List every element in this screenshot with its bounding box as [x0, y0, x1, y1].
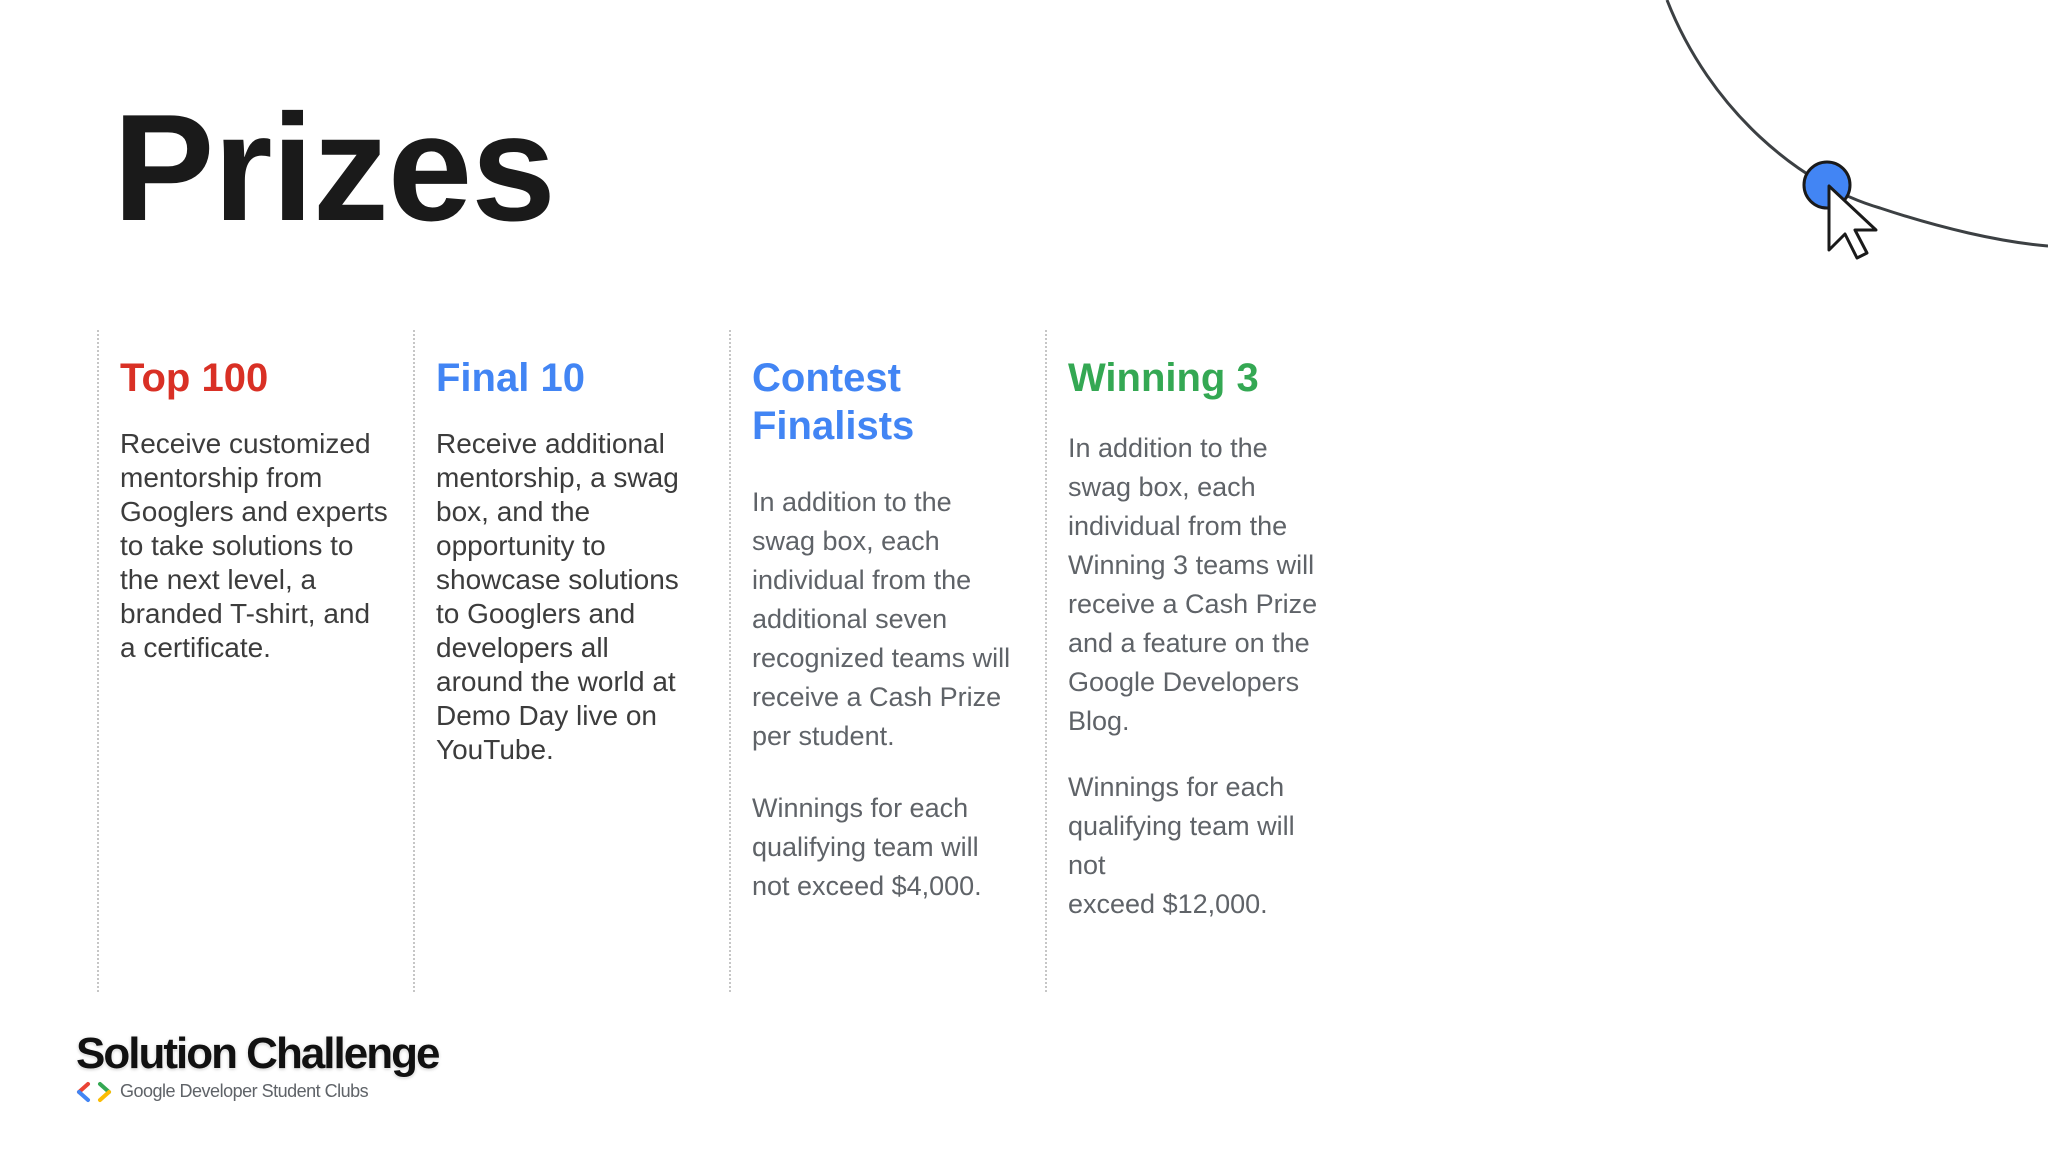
body-contest-finalists-winnings: Winnings for each qualifying team will not exceed $4,000.: [752, 793, 982, 901]
heading-final-10: Final 10: [436, 356, 585, 400]
heading-contest-finalists: Contest Finalists: [752, 356, 915, 448]
heading-winning-3: Winning 3: [1068, 356, 1259, 400]
mouse-pointer-icon: [1829, 186, 1876, 258]
solution-challenge-logo: [70, 1025, 440, 1115]
column-contest-finalists: [729, 330, 1045, 992]
body-contest-finalists: In addition to the swag box, each individual from the additional seven recognized teams will receive a Cash Prize per student.: [752, 487, 1011, 751]
column-winning-3: [1045, 330, 1361, 992]
body-winning-3-winnings: Winnings for each qualifying team will not exceed $12,000.: [1068, 772, 1295, 919]
column-top-100: [97, 330, 413, 992]
slide-title: Prizes: [113, 83, 555, 253]
body-winning-3: In addition to the swag box, each individual from the Winning 3 teams will receive a Cash Prize and a feature on the Google Developers Blog.: [1068, 433, 1318, 736]
heading-top-100: Top 100: [120, 356, 269, 400]
prize-columns: [97, 330, 1361, 992]
logo-subtitle: Google Developer Student Clubs: [120, 1081, 369, 1101]
body-top-100: Receive customized mentorship from Googlers and experts to take solutions to the next level, a branded T-shirt, and a certificate.: [120, 428, 388, 663]
column-final-10: [413, 330, 729, 992]
arc-line: [1667, 0, 2048, 246]
cursor-dot-icon: [1804, 162, 1850, 208]
body-final-10: Receive additional mentorship, a swag box, and the opportunity to showcase solutions to Googlers and developers all around the world at Demo Day live on YouTube.: [436, 428, 679, 765]
logo-title: Solution Challenge: [76, 1029, 439, 1078]
gdsc-brackets-icon: [76, 1081, 118, 1103]
